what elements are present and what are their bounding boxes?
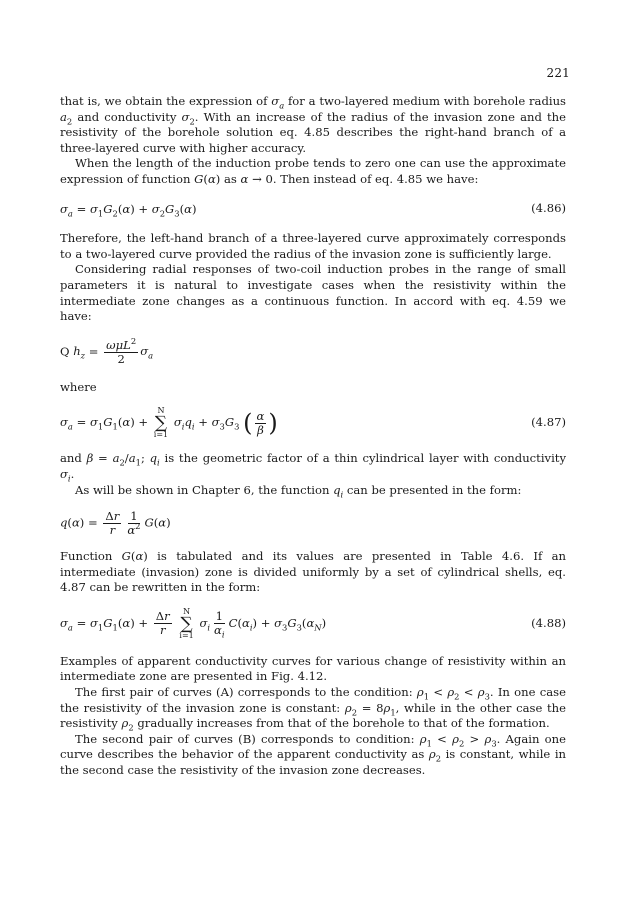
paragraph-11: The second pair of curves (B) corresponds to condition: $\rho_1 < \rho_2 > \rho_3$. Again one curve describes the behavior of the apparent conductivity as $\rho_2$ is constant, while in the second case the resistivity of the invasion zone decreases. <box>60 731 566 778</box>
page-number: 221 <box>546 66 570 80</box>
paragraph-5: where <box>60 379 97 394</box>
equation-4-86: $\sigma_a = \sigma_1G_2(\alpha) + \sigma_2G_3(\alpha)$ (4.86) <box>60 201 566 218</box>
paragraph-7: As will be shown in Chapter 6, the function $q_i$ can be presented in the form: <box>75 482 522 499</box>
equation-4-88: $\sigma_a = \sigma_1G_1(\alpha)$ + $\frac{\Delta r}{r}$ N ∑ i=1 $\sigma_i$ $\frac{1}{\alpha_i}$ $C(\alpha_i) + \sigma_3G_3(\alpha_N)$ (4.88) <box>60 606 566 640</box>
page-body <box>60 94 566 779</box>
paragraph-6: and $\beta = a_2/a_1$; $q_i$ is the geometric factor of a thin cylindrical layer with conductivity $\sigma_i$. <box>60 451 566 484</box>
paragraph-2: When the length of the induction probe tends to zero one can use the approximate expression of function G(α) as α → 0. Then instead of eq. 4.85 we have: <box>60 156 566 186</box>
paragraph-8: Function G(α) is tabulated and its values are presented in Table 4.6. If an intermediate (invasion) zone is divided uniformly by a set of cylindrical shells, eq. 4.87 can be rewritten in the form: <box>60 549 566 595</box>
paragraph-1: that is, we obtain the expression of $\sigma_a$ for a two-layered medium with borehole radius $a_2$ and conductivity $\sigma_2$. With an increase of the radius of the invasion zone and the resistivity of the borehole solution eq. 4.85 describes the right-hand branch of a three-layered curve with higher accuracy. <box>60 94 566 155</box>
paragraph-9: Examples of apparent conductivity curves for various change of resistivity within an intermediate zone are presented in Fig. 4.12. <box>60 653 566 684</box>
equation-q: q(α) = $\frac{\Delta r}{r}$ $\frac{1}{\alpha^2}$ G(α) <box>60 509 171 538</box>
equation-qhz: Q $h_z$ = $\frac{\omega\mu L^2}{2}$ $\sigma_a$ <box>60 335 154 366</box>
equation-number: (4.88) <box>531 616 566 631</box>
equation-number: (4.86) <box>531 201 566 216</box>
paragraph-3: Therefore, the left-hand branch of a three-layered curve approximately corresponds to a two-layered curve provided the radius of the invasion zone is sufficiently large. <box>60 231 566 261</box>
equation-number: (4.87) <box>531 415 566 430</box>
paragraph-10: The first pair of curves (A) corresponds to the condition: $\rho_1 < \rho_2 < \rho_3$. In one case the resistivity of the invasion zone is constant: $\rho_2 = 8\rho_1$, while in the other case the resistivity $\rho_2$ gradually increases from that of the borehole to that of the formation. <box>60 685 566 733</box>
paragraph-4: Considering radial responses of two-coil induction probes in the range of small parameters it is natural to investigate cases when the resistivity within the intermediate zone changes as a continuous function. In accord with eq. 4.59 we have: <box>60 262 566 324</box>
equation-4-87: $\sigma_a = \sigma_1G_1(\alpha)$ + N ∑ i=1 $\sigma_iq_i + \sigma_3G_3$ ( $\frac{\alpha}{\beta}$ ) (4.87) <box>60 406 566 440</box>
